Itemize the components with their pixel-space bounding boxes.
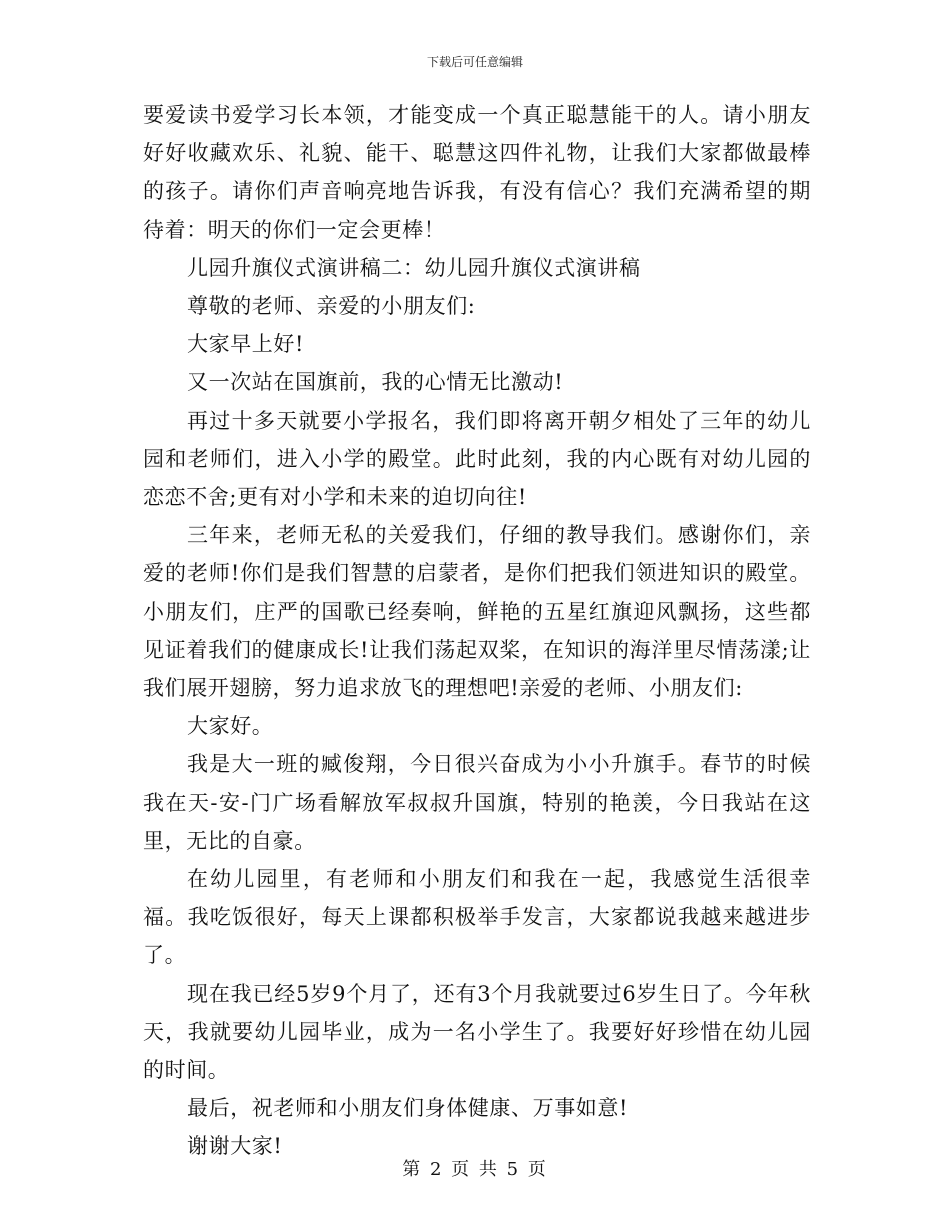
paragraph: 我是大一班的臧俊翔，今日很兴奋成为小小升旗手。春节的时候我在天-安-门广场看解放军叔叔升国旗，特别的艳羡，今日我站在这里，无比的自豪。 [143, 752, 811, 853]
paragraph-section-title: 儿园升旗仪式演讲稿二：幼儿园升旗仪式演讲稿 [187, 255, 641, 280]
paragraph: 再过十多天就要小学报名，我们即将离开朝夕相处了三年的幼儿园和老师们，进入小学的殿堂。此时此刻，我的内心既有对幼儿园的恋恋不舍;更有对小学和未来的迫切向往! [143, 408, 811, 510]
paragraph: 三年来，老师无私的关爱我们，仔细的教导我们。感谢你们，亲爱的老师!你们是我们智慧的启蒙者，是你们把我们领进知识的殿堂。小朋友们，庄严的国歌已经奏响，鲜艳的五星红旗迎风飘扬，这些都见证着我们的健康成长!让我们荡起双桨，在知识的海洋里尽情荡漾;让我们展开翅膀，努力追求放飞的理想吧!亲爱的老师、小朋友们: [143, 523, 811, 701]
paragraph-continuation: 要爱读书爱学习长本领，才能变成一个真正聪慧能干的人。请小朋友好好收藏欢乐、礼貌、能干、聪慧这四件礼物，让我们大家都做最棒的孩子。请你们声音响亮地告诉我，有没有信心？我们充满希望的期待着：明天的你们一定会更棒！ [143, 103, 811, 242]
paragraph: 又一次站在国旗前，我的心情无比激动! [187, 370, 564, 395]
document-body [143, 96, 811, 1166]
paragraph: 在幼儿园里，有老师和小朋友们和我在一起，我感觉生活很幸福。我吃饭很好，每天上课都积极举手发言，大家都说我越来越进步了。 [143, 867, 811, 968]
paragraph-closing: 谢谢大家! [187, 1134, 283, 1159]
page-number: 第 2 页 共 5 页 [402, 1159, 548, 1180]
paragraph: 现在我已经5岁9个月了，还有3个月我就要过6岁生日了。今年秋天，我就要幼儿园毕业，成为一名小学生了。我要好好珍惜在幼儿园的时间。 [143, 981, 811, 1083]
paragraph-greeting: 大家好。 [187, 714, 274, 739]
paragraph-greeting: 大家早上好! [187, 332, 305, 357]
paragraph: 最后，祝老师和小朋友们身体健康、万事如意! [187, 1096, 629, 1121]
page-header-note: 下载后可任意编辑 [426, 55, 523, 69]
paragraph-salutation: 尊敬的老师、亲爱的小朋友们: [187, 294, 476, 319]
